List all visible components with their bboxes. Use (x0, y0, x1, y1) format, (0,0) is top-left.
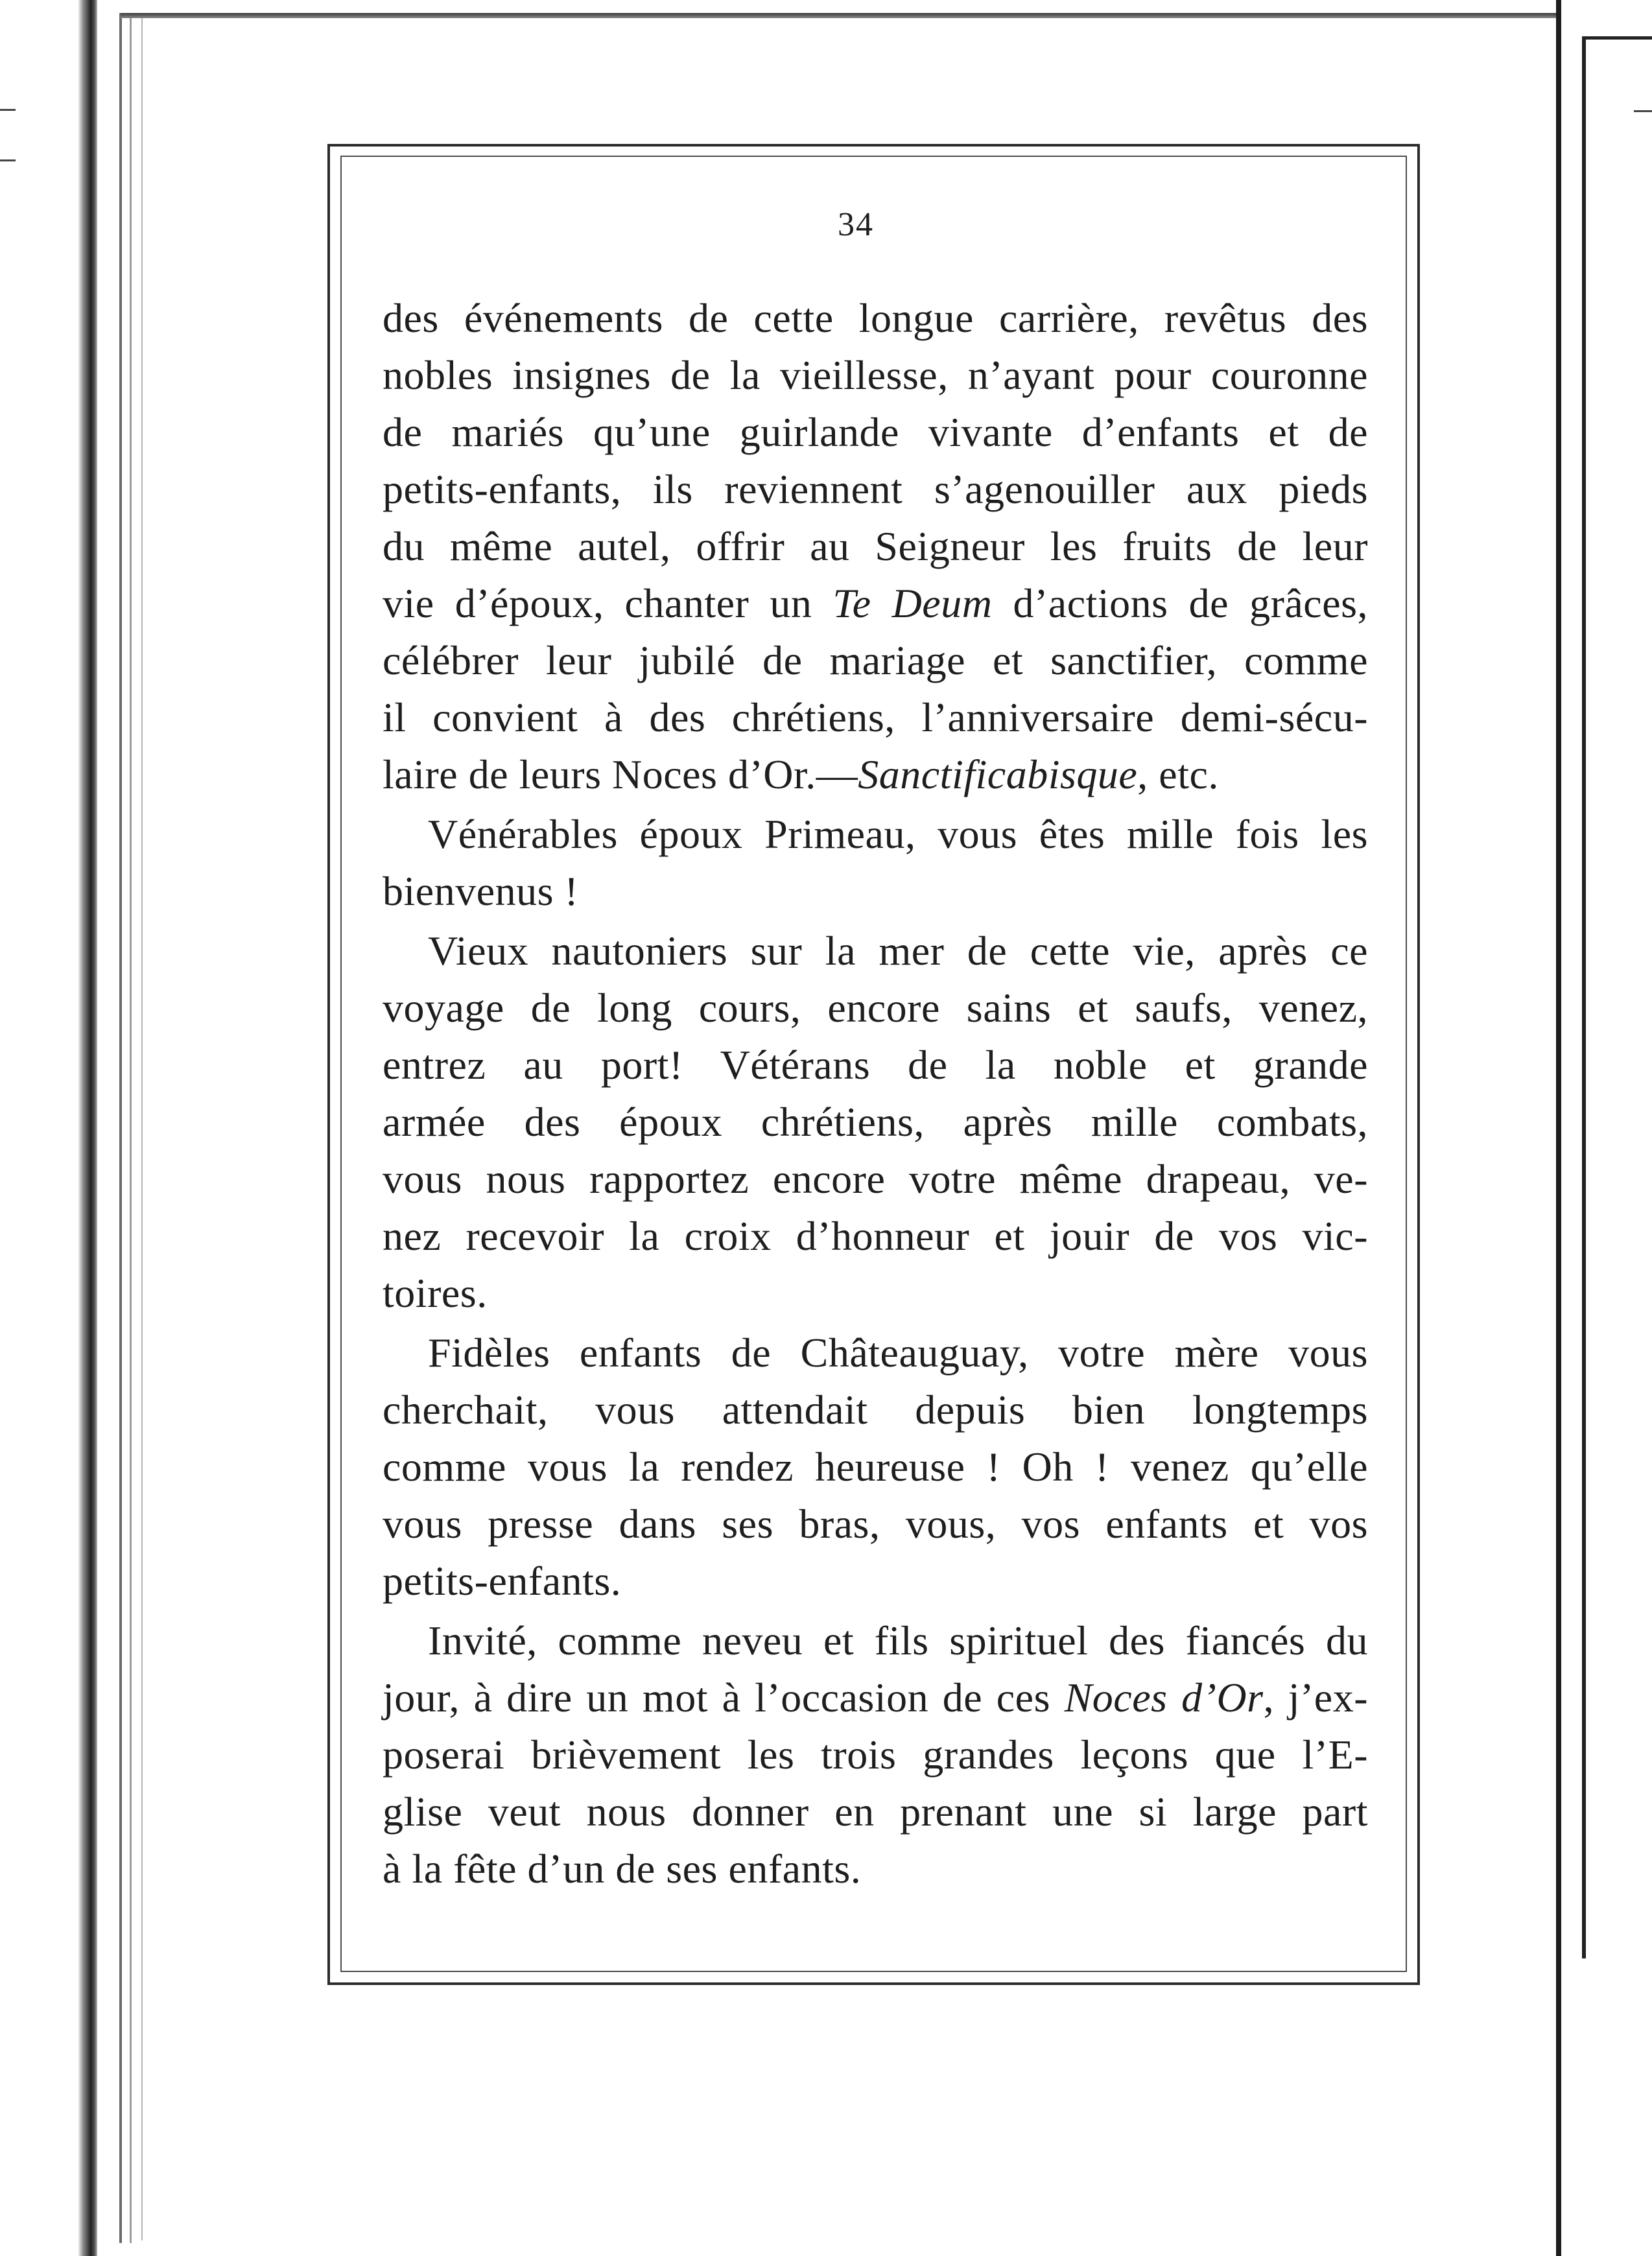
page-number: 34 (838, 206, 874, 243)
text-line: petits-enfants. (383, 1558, 622, 1604)
text-line: vous nous rapportez encore votre même drapeau, ve- (383, 1156, 1368, 1202)
text-line: Vénérables époux Primeau, vous êtes mille fois les (428, 811, 1368, 857)
text-line: comme vous la rendez heureuse ! Oh ! venez qu’elle (383, 1444, 1368, 1490)
scan-margin-tick (0, 109, 16, 111)
text-line: des événements de cette longue carrière, revêtus des (383, 295, 1368, 341)
text-line: à la fête d’un de ses enfants. (383, 1846, 862, 1892)
text-line: voyage de long cours, encore sains et saufs, venez, (383, 985, 1368, 1031)
body-text (383, 290, 1368, 1898)
text-line: nez recevoir la croix d’honneur et jouir de vos vic- (383, 1213, 1368, 1259)
page-stack-edge (141, 17, 143, 2240)
italic-run: Noces d’Or (1064, 1674, 1264, 1721)
italic-run: Te Deum (832, 580, 993, 626)
text-line: toires. (383, 1270, 488, 1316)
text-line (383, 1669, 1368, 1726)
text-line: vous presse dans ses bras, vous, vos enfants et vos (383, 1501, 1368, 1547)
facing-page-edge (1582, 36, 1652, 1958)
text-run: laire de leurs Noces d’Or.— (383, 751, 858, 797)
text-line: de mariés qu’une guirlande vivante d’enfants et de (383, 409, 1368, 455)
text-run: d’actions de grâces, (992, 580, 1368, 626)
scan-binding-edge (0, 0, 97, 2256)
scan-margin-tick (1634, 110, 1652, 112)
text-line: cherchait, vous attendait depuis bien longtemps (383, 1387, 1368, 1433)
text-line: bienvenus ! (383, 868, 579, 914)
text-line: du même autel, offrir au Seigneur les fruits de leur (383, 523, 1368, 569)
text-line: armée des époux chrétiens, après mille combats, (383, 1099, 1368, 1145)
text-line: entrez au port! Vétérans de la noble et grande (383, 1042, 1368, 1088)
text-line: il convient à des chrétiens, l’anniversaire demi-sécu- (383, 694, 1368, 740)
text-line: Vieux nautoniers sur la mer de cette vie, après ce (428, 928, 1368, 974)
text-line: nobles insignes de la vieillesse, n’ayant pour couronne (383, 352, 1368, 398)
scan-top-rule (121, 13, 1556, 18)
text-line: Fidèles enfants de Châteauguay, votre mère vous (428, 1330, 1368, 1376)
text-run: , j’ex- (1263, 1674, 1369, 1721)
text-run: vie d’époux, chanter un (383, 580, 833, 626)
text-line (383, 746, 1368, 803)
text-line: Invité, comme neveu et fils spirituel des fiancés du (428, 1617, 1368, 1663)
page-stack-edge (130, 13, 132, 2243)
italic-run: Sanctificabisque (858, 751, 1138, 797)
text-line: petits-enfants, ils reviennent s’agenouiller aux pieds (383, 466, 1368, 512)
page-stack-edge (119, 13, 122, 2243)
text-line: glise veut nous donner en prenant une si large part (383, 1789, 1368, 1835)
text-run: , etc. (1137, 751, 1219, 797)
text-line (383, 575, 1368, 632)
scan-margin-tick (0, 159, 16, 161)
text-line: célébrer leur jubilé de mariage et sanctifier, comme (383, 637, 1368, 683)
text-run: jour, à dire un mot à l’occasion de ces (383, 1674, 1065, 1721)
text-line: poserai brièvement les trois grandes leçons que l’E- (383, 1732, 1368, 1778)
